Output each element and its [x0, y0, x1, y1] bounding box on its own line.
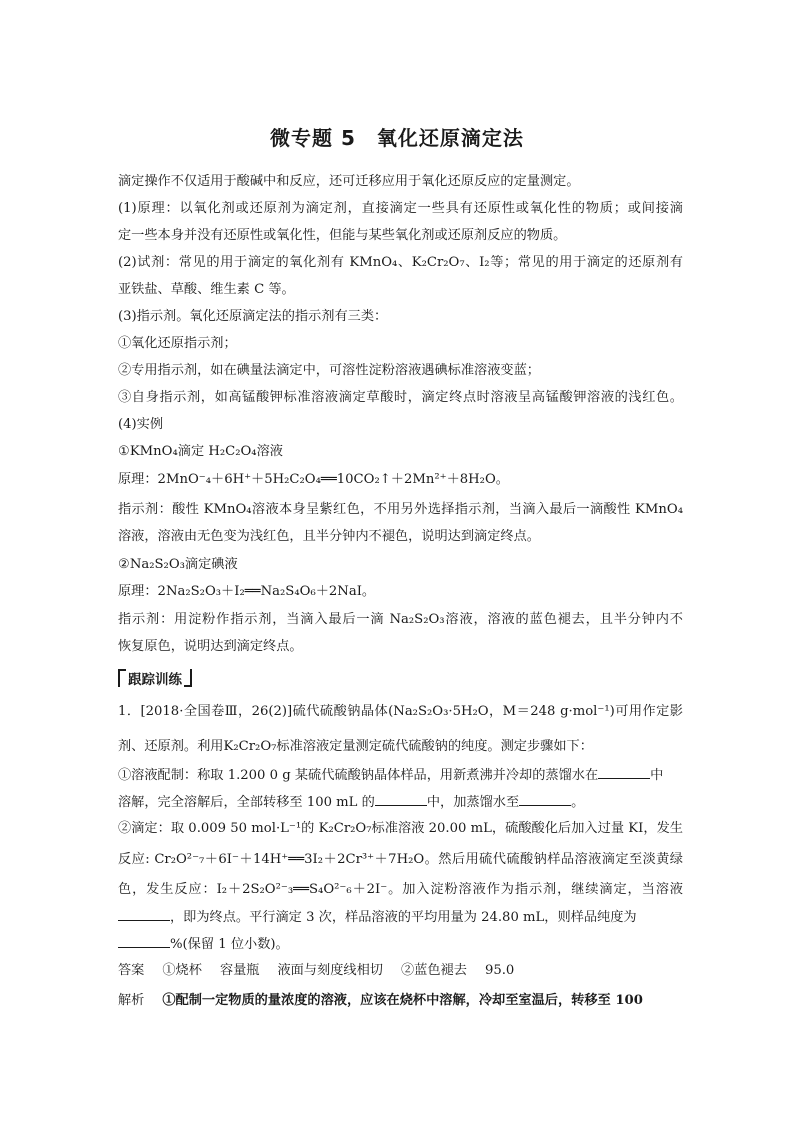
reagent-line-1: (2)试剂：常见的用于滴定的氧化剂有 KMnO₄、K₂Cr₂O₇、I₂等；常见的用于滴定的还原剂有 — [118, 255, 683, 270]
answer-blank — [118, 908, 170, 921]
question-line-6: 反应: Cr₂O²⁻₇＋6I⁻＋14H⁺══3I₂＋2Cr³⁺＋7H₂O。然后用硫代硫酸钠样品溶液滴定至淡黄绿 — [118, 852, 683, 867]
answer-label: 答案 — [118, 963, 145, 978]
analysis-line — [118, 992, 683, 1010]
example-2-principle: 原理：2Na₂S₂O₃＋I₂══Na₂S₄O₆＋2NaI。 — [118, 584, 376, 599]
example-1-principle: 原理：2MnO⁻₄＋6H⁺＋5H₂C₂O₄══10CO₂↑＋2Mn²⁺＋8H₂O。 — [118, 472, 509, 487]
example-1-indicator-line-1: 指示剂：酸性 KMnO₄溶液本身呈紫红色，不用另外选择指示剂，当滴入最后一滴酸性 KMnO₄ — [118, 502, 683, 517]
question-line-2: 剂、还原剂。利用K₂Cr₂O₇标准溶液定量测定硫代硫酸钠的纯度。测定步骤如下： — [118, 739, 593, 754]
principle-line-1: (1)原理：以氧化剂或还原剂为滴定剂，直接滴定一些具有还原性或氧化性的物质；或间接滴 — [118, 201, 683, 216]
question-line-5: ②滴定：取 0.009 50 mol·L⁻¹的 K₂Cr₂O₇标准溶液 20.00 mL，硫酸酸化后加入过量 KI，发生 — [118, 821, 683, 836]
example-2-indicator-line-2: 恢复原色，说明达到滴定终点。 — [118, 639, 303, 654]
question-line-8: ，即为终点。平行滴定 3 次，样品溶液的平均用量为 24.80 mL，则样品纯度为 — [118, 908, 683, 927]
question-line-4: 溶解，完全溶解后，全部转移至 100 mL 的 中，加蒸馏水至 。 — [118, 795, 585, 810]
analysis-label: 解析 — [118, 993, 145, 1008]
answer-item: ①烧杯 — [162, 963, 202, 978]
intro-line: 滴定操作不仅适用于酸碱中和反应，还可迁移应用于氧化还原反应的定量测定。 — [118, 174, 580, 189]
section-label: 跟踪训练 — [118, 668, 192, 688]
analysis-text: ①配制一定物质的量浓度的溶液，应该在烧杯中溶解，冷却至室温后，转移至 100 — [162, 993, 643, 1008]
answer-item: 液面与刻度线相切 — [277, 963, 383, 978]
example-2-indicator-line-1: 指示剂：用淀粉作指示剂，当滴入最后一滴 Na₂S₂O₃溶液，溶液的蓝色褪去，且半分钟内不 — [118, 612, 683, 627]
answer-blank — [598, 766, 650, 779]
reagent-line-2: 亚铁盐、草酸、维生素 C 等。 — [118, 282, 295, 297]
indicator-item-2: ②专用指示剂，如在碘量法滴定中，可溶性淀粉溶液遇碘标准溶液变蓝； — [118, 363, 540, 378]
answer-item: 95.0 — [484, 963, 515, 978]
answer-line — [118, 962, 683, 980]
principle-line-2: 定一些本身并没有还原性或氧化性，但能与某些氧化剂或还原剂反应的物质。 — [118, 228, 567, 243]
answer-blank — [375, 793, 427, 806]
bracket-left-icon — [118, 669, 126, 687]
example-1-title: ①KMnO₄滴定 H₂C₂O₄溶液 — [118, 444, 283, 459]
example-2-title: ②Na₂S₂O₃滴定碘液 — [118, 557, 238, 572]
indicator-item-3: ③自身指示剂，如高锰酸钾标准溶液滴定草酸时，滴定终点时溶液呈高锰酸钾溶液的浅红色。 — [118, 390, 683, 405]
answer-item: 容量瓶 — [219, 963, 260, 978]
bracket-right-icon — [184, 669, 192, 687]
answer-blank — [118, 935, 170, 948]
question-line-7: 色，发生反应：I₂＋2S₂O²⁻₃══S₄O²⁻₆＋2I⁻。加入淀粉溶液作为指示剂，继续滴定，当溶液 — [118, 882, 683, 897]
question-line-1: 1．[2018·全国卷Ⅲ，26(2)]硫代硫酸钠晶体(Na₂S₂O₃·5H₂O，M＝248 g·mol⁻¹)可用作定影 — [118, 704, 683, 719]
indicator-item-1: ①氧化还原指示剂； — [118, 336, 237, 351]
example-1-indicator-line-2: 溶液，溶液由无色变为浅红色，且半分钟内不褪色，说明达到滴定终点。 — [118, 529, 540, 544]
indicator-heading: (3)指示剂。氧化还原滴定法的指示剂有三类： — [118, 309, 388, 324]
answer-blank — [519, 793, 571, 806]
question-line-3: ①溶液配制：称取 1.200 0 g 某硫代硫酸钠晶体样品，用新煮沸并冷却的蒸馏水在 中 — [118, 768, 664, 783]
example-heading: (4)实例 — [118, 417, 164, 432]
page-title: 微专题 5 氧化还原滴定法 — [270, 126, 524, 150]
question-line-9: %(保留 1 位小数)。 — [118, 935, 683, 954]
answer-item: ②蓝色褪去 — [401, 963, 467, 978]
